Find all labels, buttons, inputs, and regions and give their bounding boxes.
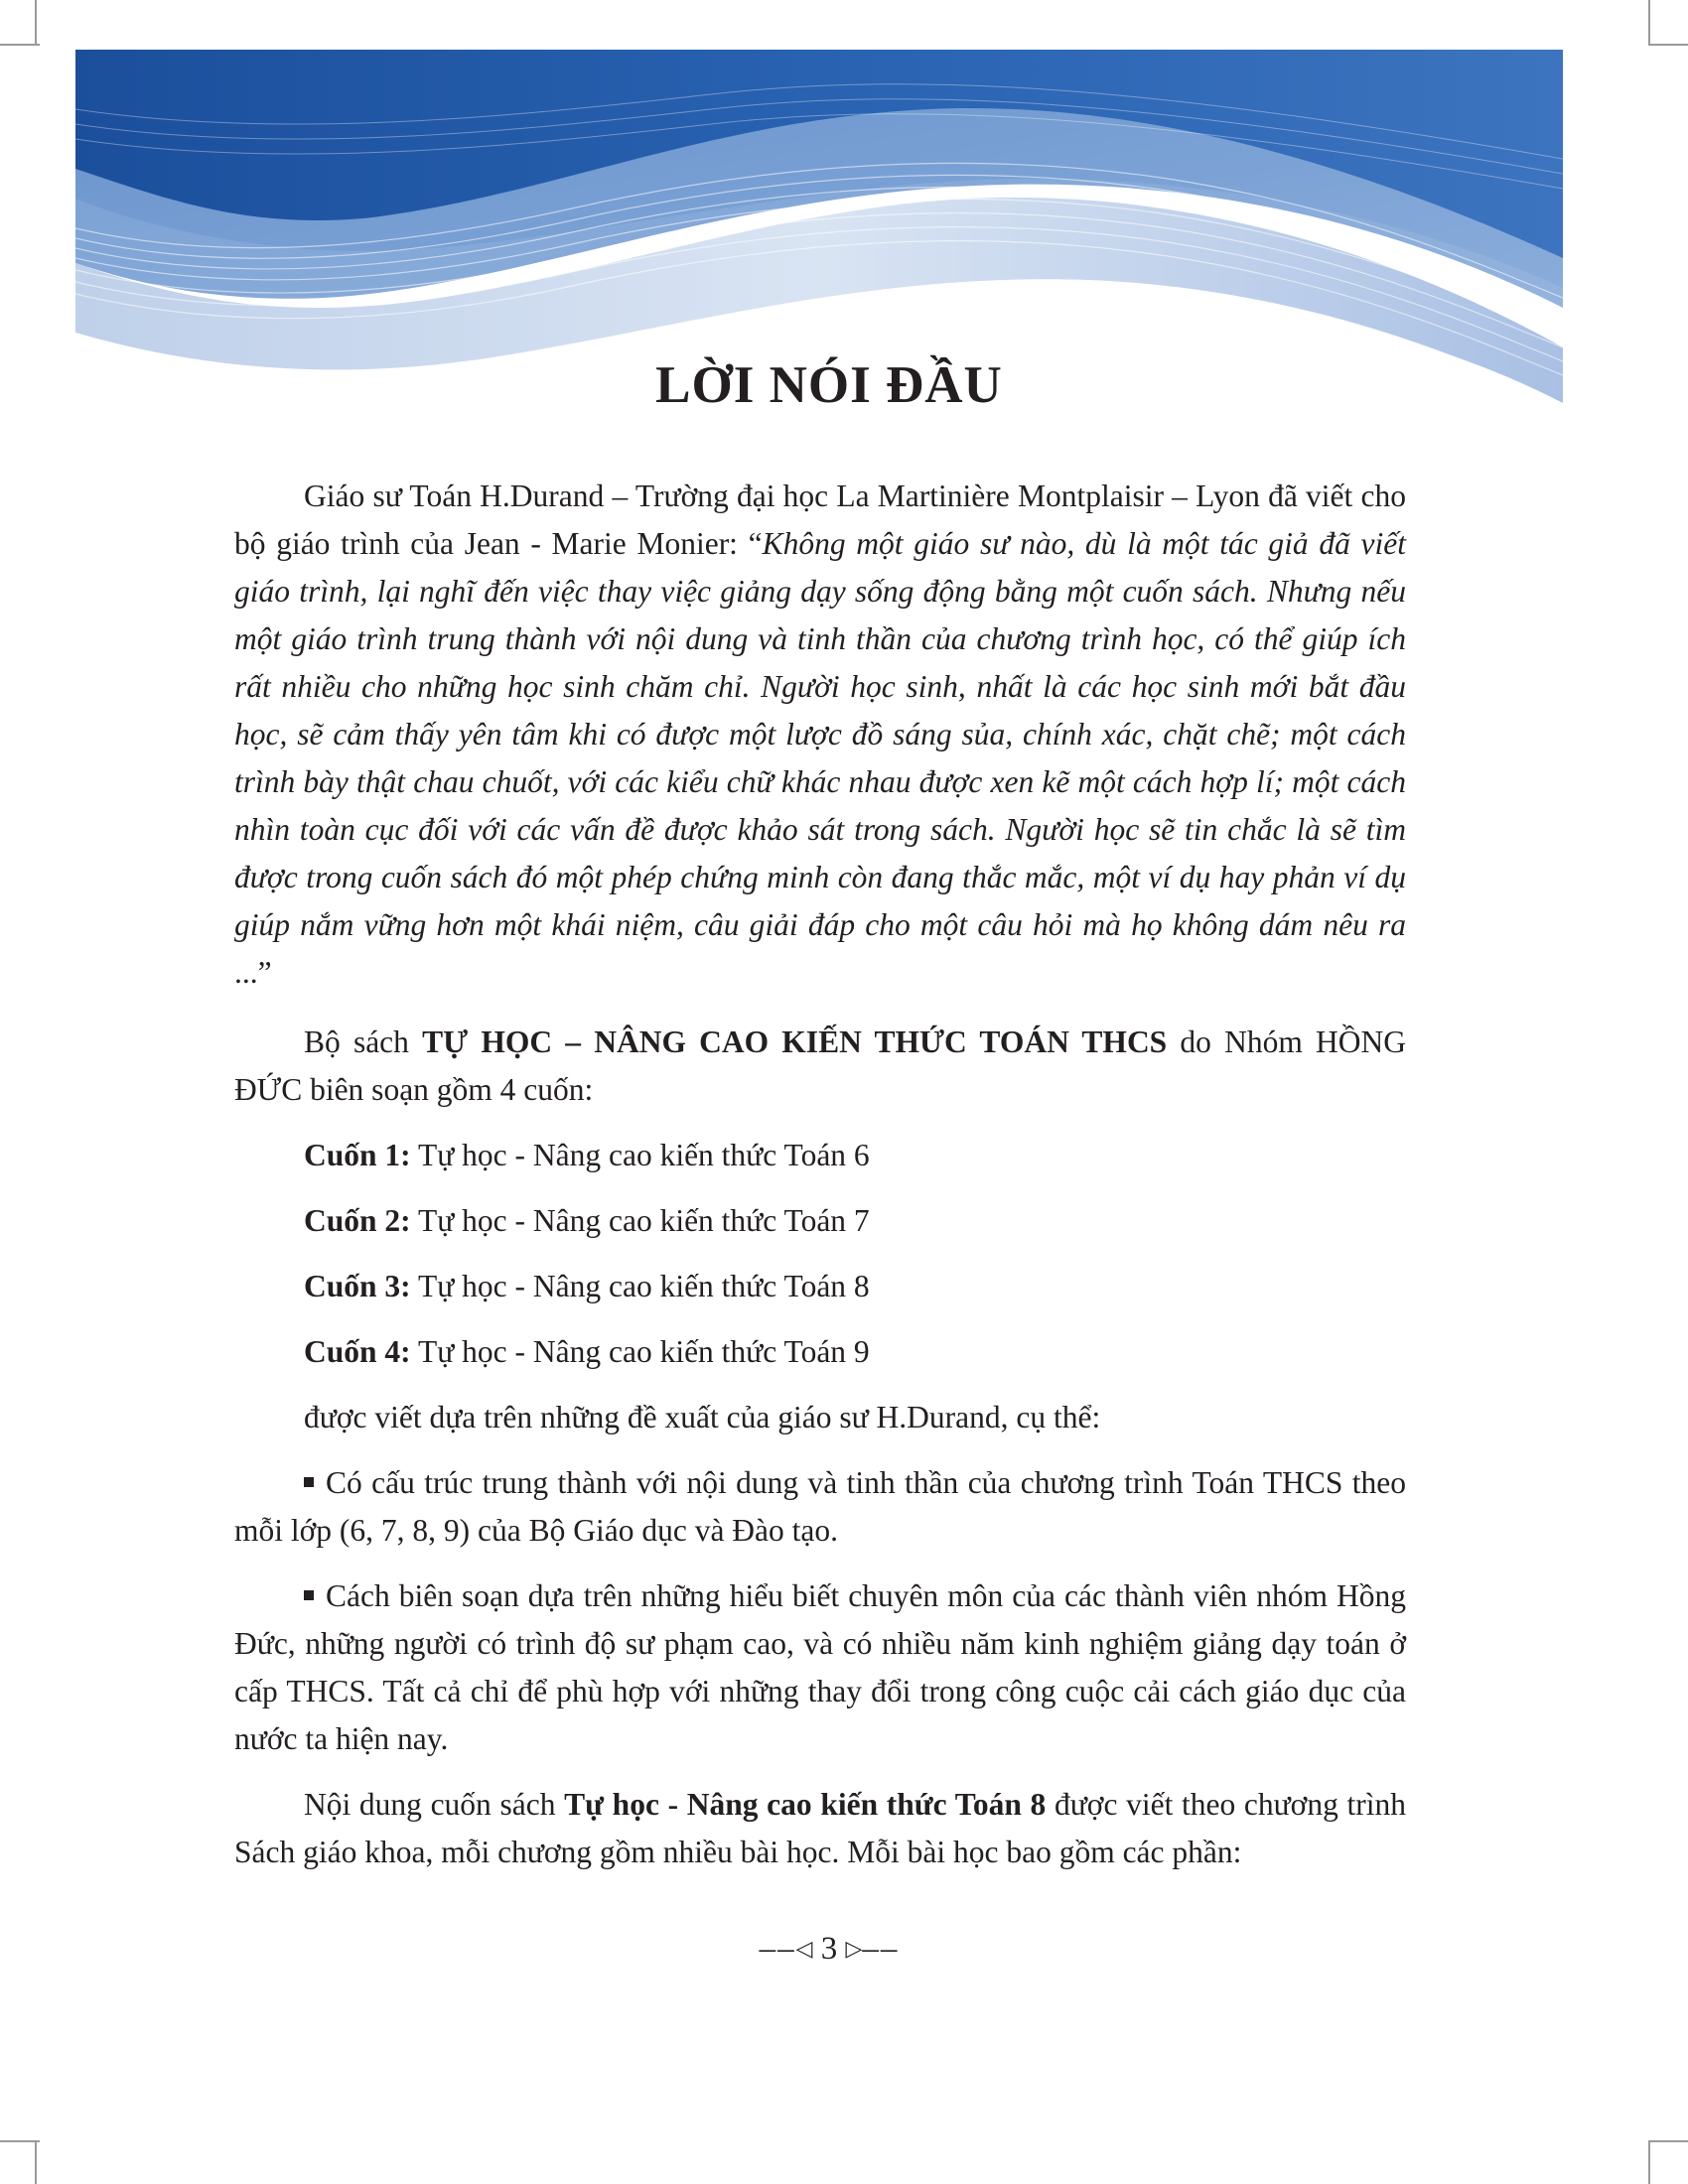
footer-dash-left: –– [759,1931,796,1967]
content-suffix: được viết theo chương trình Sách giáo khoa, mỗi chương gồm nhiều bài học. Mỗi bài học bao gồm các phần: [234,1787,1406,1869]
volume-label: Cuốn 4: [304,1334,411,1369]
crop-mark-bottom-left-v [35,2140,37,2184]
intro-paragraph [234,473,1406,997]
wave-banner [75,50,1563,403]
page-title: LỜI NÓI ĐẦU [655,356,1003,414]
volume-label: Cuốn 3: [304,1269,411,1303]
content-paragraph [234,1781,1406,1876]
bullet-item [234,1459,1406,1555]
content-prefix: Nội dung cuốn sách [304,1787,565,1822]
page-number: 3 [820,1931,838,1967]
crop-mark-top-right-v [1648,0,1650,44]
square-bullet-icon [304,1477,314,1487]
intro-quote: Không một giáo sư nào, dù là một tác giả đã viết giáo trình, lại nghĩ đến việc thay việc giảng dạy sống động bằng một cuốn sách. Nhưng nếu một giáo trình trung thành với nội dung và tinh thần của chương trình học, có thể giúp ích rất nhiều cho những học sinh chăm chỉ. Người học sinh, nhất là các học sinh mới bắt đầu học, sẽ cảm thấy yên tâm khi có được một lược đồ sáng sủa, chính xác, chặt chẽ; một cách trình bày thật chau chuốt, với các kiểu chữ khác nhau được xen kẽ một cách hợp lí; một cách nhìn toàn cục đối với các vấn đề được khảo sát trong sách. Người học sẽ tin chắc là sẽ tìm được trong cuốn sách đó một phép chứng minh còn đang thắc mắc, một ví dụ hay phản ví dụ giúp nắm vững hơn một khái niệm, câu giải đáp cho một câu hỏi mà họ không dám nêu ra [234,526,1406,942]
volume-title: Tự học - Nâng cao kiến thức Toán 7 [410,1203,870,1238]
crop-mark-bottom-left-h [0,2140,40,2142]
volume-label: Cuốn 1: [304,1138,411,1172]
volume-item [304,1132,1406,1179]
intro-text: Giáo sư Toán H.Durand – Trường đại học La Martinière Montplaisir – Lyon đã viết cho bộ giáo trình của Jean - Marie Monier: “ [234,478,1406,561]
series-suffix: do Nhóm HỒNG ĐỨC biên soạn gồm 4 cuốn: [234,1024,1406,1107]
book-title: Tự học - Nâng cao kiến thức Toán 8 [564,1787,1047,1822]
volume-title: Tự học - Nâng cao kiến thức Toán 6 [410,1138,870,1172]
footer-dash-right: –– [862,1931,900,1967]
triangle-left-icon: ◁ [795,1936,813,1961]
bullet-text: Cách biên soạn dựa trên những hiểu biết chuyên môn của các thành viên nhóm Hồng Đức, những người có trình độ sư phạm cao, và có nhiều năm kinh nghiệm giảng dạy toán ở cấp THCS. Tất cả chỉ để phù hợp với những thay đổi trong công cuộc cải cách giáo dục của nước ta hiện nay. [234,1578,1406,1756]
volume-item [304,1328,1406,1376]
volume-item [304,1263,1406,1310]
volume-title: Tự học - Nâng cao kiến thức Toán 8 [410,1269,870,1303]
bullet-item [234,1572,1406,1763]
crop-mark-top-right-h [1648,44,1688,46]
volume-title: Tự học - Nâng cao kiến thức Toán 9 [410,1334,870,1369]
bullet-text: Có cấu trúc trung thành với nội dung và tinh thần của chương trình Toán THCS theo mỗi lớp (6, 7, 8, 9) của Bộ Giáo dục và Đào tạo. [234,1465,1406,1548]
square-bullet-icon [304,1590,314,1600]
series-name: TỰ HỌC – NÂNG CAO KIẾN THỨC TOÁN THCS [422,1024,1168,1059]
crop-mark-top-left-h [0,44,40,46]
wave-banner-graphic [75,50,1563,403]
triangle-right-icon: ▷ [845,1936,863,1961]
preface-body [234,473,1406,1894]
intro-closing: ...” [234,955,272,990]
crop-mark-top-left-v [35,0,37,44]
crop-mark-bottom-right-h [1648,2140,1688,2142]
crop-mark-bottom-right-v [1648,2140,1650,2184]
volume-item [304,1197,1406,1245]
based-on-line: được viết dựa trên những đề xuất của giáo sư H.Durand, cụ thể: [304,1400,1101,1434]
volume-label: Cuốn 2: [304,1203,411,1238]
page-footer [0,1931,1658,1968]
series-prefix: Bộ sách [304,1024,423,1059]
series-paragraph [234,1019,1406,1114]
